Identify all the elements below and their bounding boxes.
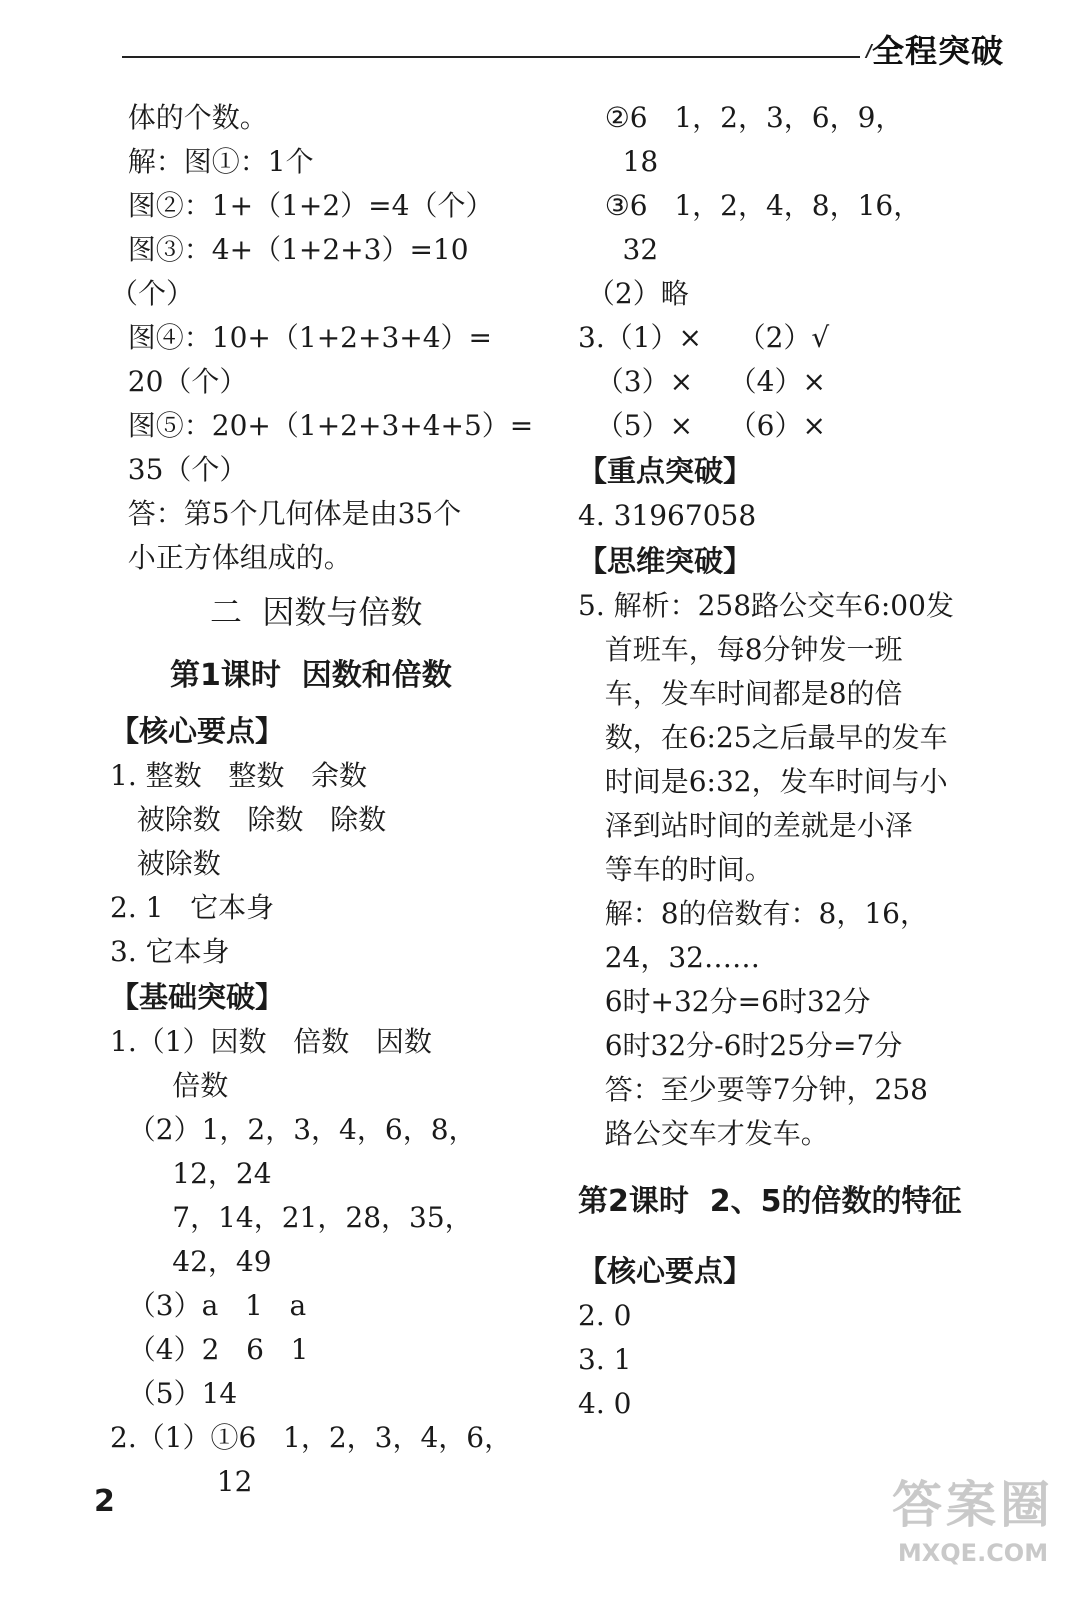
text-line: （3）a 1 a <box>110 1289 307 1322</box>
text-line: 3. 它本身 <box>110 935 230 968</box>
watermark-logo: 答案圈 <box>892 1476 1054 1534</box>
chapter-title: 二 因数与倍数 <box>210 593 423 631</box>
page-number: 2 <box>94 1484 115 1519</box>
text-line: 数，在6:25之后最早的发车 <box>578 721 948 754</box>
right-column <box>578 96 1008 1426</box>
text-line: （5）14 <box>110 1377 238 1410</box>
text-line: 图④：10+（1+2+3+4）= <box>110 321 492 354</box>
left-column <box>110 96 550 1504</box>
text-line: 3. 1 <box>578 1343 632 1376</box>
text-line: 12，24 <box>110 1157 272 1190</box>
text-line: ②6 1，2，3，6，9， <box>578 101 904 134</box>
text-line: 小正方体组成的。 <box>110 541 352 574</box>
text-line: ③6 1，2，4，8，16， <box>578 189 922 222</box>
spacer <box>578 1156 1008 1170</box>
text-line: 3.（1）× （2）√ <box>578 321 830 354</box>
watermark <box>878 1472 1068 1592</box>
watermark-url: MXQE.COM <box>897 1539 1049 1567</box>
section-heading: 【核心要点】 <box>578 1254 753 1288</box>
section-heading: 【思维突破】 <box>578 544 753 578</box>
text-line: 车，发车时间都是8的倍 <box>578 677 903 710</box>
text-line: （4）2 6 1 <box>110 1333 309 1366</box>
section-heading: 【基础突破】 <box>110 980 285 1014</box>
text-line: 42，49 <box>110 1245 272 1278</box>
header-rule-tick <box>853 44 874 58</box>
text-line: 1. 整数 整数 余数 <box>110 759 368 792</box>
text-line: 4. 31967058 <box>578 499 757 532</box>
lesson-title: 第2课时 2、5的倍数的特征 <box>578 1184 962 1219</box>
text-line: 答：至少要等7分钟，258 <box>578 1073 928 1106</box>
text-line: 2. 1 它本身 <box>110 891 275 924</box>
text-line: （个） <box>110 277 195 310</box>
header-brand: 全程突破 <box>872 32 1005 70</box>
text-line: 泽到站时间的差就是小泽 <box>578 809 913 842</box>
lesson-title: 第1课时 因数和倍数 <box>170 658 452 693</box>
text-line: 解：图①：1个 <box>110 145 314 178</box>
text-line: 18 <box>578 145 659 178</box>
text-line: 2.（1）①6 1，2，3，4，6， <box>110 1421 513 1454</box>
text-line: 6时32分-6时25分=7分 <box>578 1029 903 1062</box>
text-line: 1.（1）因数 倍数 因数 <box>110 1025 432 1058</box>
text-line: （5）× （6）× <box>578 409 826 442</box>
text-line: 等车的时间。 <box>578 853 773 886</box>
text-line: 体的个数。 <box>110 101 268 134</box>
text-line: 图②：1+（1+2）=4（个） <box>110 189 494 222</box>
text-line: 图③：4+（1+2+3）=10 <box>110 233 469 266</box>
text-line: 2. 0 <box>578 1299 632 1332</box>
text-line: （3）× （4）× <box>578 365 826 398</box>
text-line: 时间是6:32，发车时间与小 <box>578 765 948 798</box>
text-line: 32 <box>578 233 659 266</box>
text-line: 5. 解析：258路公交车6:00发 <box>578 589 954 622</box>
section-heading: 【核心要点】 <box>110 714 285 748</box>
text-line: 图⑤：20+（1+2+3+4+5）= <box>110 409 534 442</box>
text-line: 解：8的倍数有：8，16， <box>578 897 928 930</box>
text-line: 12 <box>110 1465 253 1498</box>
text-line: （2）略 <box>578 277 689 310</box>
text-line: 答：第5个几何体是由35个 <box>110 497 462 530</box>
text-line: 4. 0 <box>578 1387 632 1420</box>
text-line: 倍数 <box>110 1069 229 1102</box>
text-line: 24，32…… <box>578 941 760 974</box>
text-line: 6时+32分=6时32分 <box>578 985 871 1018</box>
text-line: 首班车，每8分钟发一班 <box>578 633 903 666</box>
text-line: 被除数 <box>110 847 221 880</box>
text-line: 被除数 除数 除数 <box>110 803 387 836</box>
text-line: （2）1，2，3，4，6，8， <box>110 1113 477 1146</box>
section-heading: 【重点突破】 <box>578 454 753 488</box>
text-line: 路公交车才发车。 <box>578 1117 829 1150</box>
header-rule <box>122 56 860 58</box>
spacer <box>578 1234 1008 1248</box>
text-line: 35（个） <box>110 453 248 486</box>
text-line: 7，14，21，28，35， <box>110 1201 473 1234</box>
text-line: 20（个） <box>110 365 248 398</box>
